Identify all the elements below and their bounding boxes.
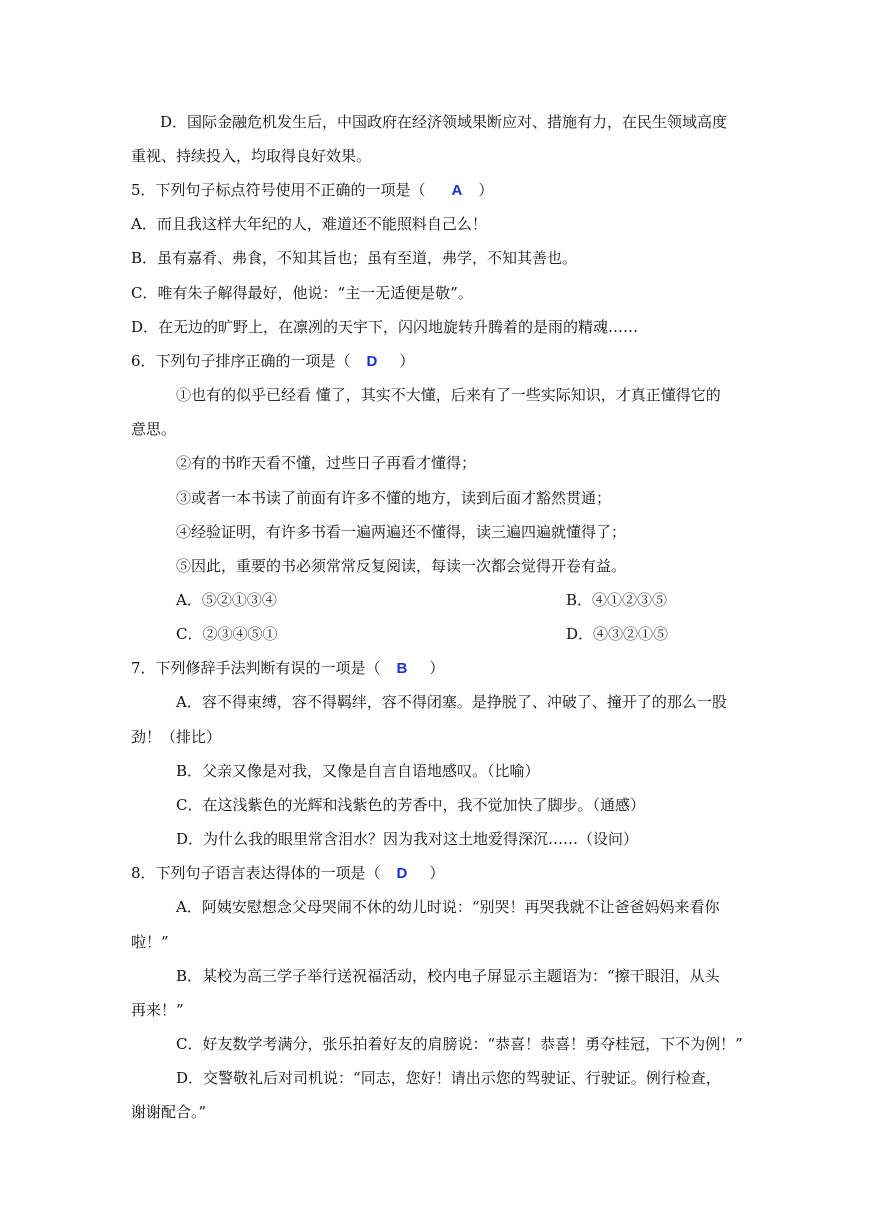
q6-sentence-5: ⑤因此，重要的书必须常常反复阅读，每读一次都会觉得开卷有益。 — [176, 557, 627, 575]
q4-option-d-line2: 重视、持续投入，均取得良好效果。 — [131, 147, 372, 165]
q8-stem-close: ） — [429, 864, 445, 882]
q5-stem-text: 5．下列句子标点符号使用不正确的一项是（ — [131, 181, 426, 199]
q5-option-b: B．虽有嘉肴、弗食，不知其旨也；虽有至道，弗学，不知其善也。 — [131, 249, 578, 267]
q8-option-c: C．好友数学考满分，张乐拍着好友的肩膀说：“恭喜！恭喜！勇夺桂冠，下不为例！” — [176, 1035, 743, 1053]
q6-option-b: B．④①②③⑤ — [566, 591, 668, 609]
q6-sentence-3: ③或者一本书读了前面有许多不懂的地方，读到后面才豁然贯通； — [176, 489, 612, 507]
q6-sentence-1-line2: 意思。 — [131, 420, 177, 438]
q7-option-b: B．父亲又像是对我，又像是自言自语地感叹。（比喻） — [176, 762, 540, 780]
q6-stem-text: 6．下列句子排序正确的一项是（ — [131, 352, 351, 370]
q6-answer: D — [366, 353, 378, 370]
q6-sentence-2: ②有的书昨天看不懂，过些日子再看才懂得； — [176, 454, 477, 472]
q8-option-d-line2: 谢谢配合。” — [131, 1103, 207, 1121]
q6-stem-close: ） — [399, 352, 415, 370]
q6-sentence-4: ④经验证明，有许多书看一遍两遍还不懂得，读三遍四遍就懂得了； — [176, 523, 627, 541]
q8-stem-text: 8．下列句子语言表达得体的一项是（ — [131, 864, 381, 882]
q5-option-d: D．在无边的旷野上，在凛冽的天宇下，闪闪地旋转升腾着的是雨的精魂…… — [131, 318, 639, 336]
q5-stem — [131, 180, 493, 201]
q7-stem — [131, 658, 444, 679]
q8-option-b-line2: 再来！” — [131, 1001, 184, 1019]
q6-option-a: A．⑤②①③④ — [176, 591, 277, 609]
q6-option-d: D．④③②①⑤ — [566, 625, 669, 643]
q6-option-c: C．②③④⑤① — [176, 625, 278, 643]
q5-option-c: C．唯有朱子解得最好，他说：“主一无适便是敬”。 — [131, 284, 473, 302]
q7-option-d: D．为什么我的眼里常含泪水？因为我对这土地爱得深沉……（设问） — [176, 830, 639, 848]
q7-answer: B — [396, 660, 408, 677]
q6-sentence-1-line1: ①也有的似乎已经看 懂了，其实不大懂，后来有了一些实际知识，才真正懂得它的 — [176, 386, 721, 404]
q7-stem-close: ） — [429, 659, 445, 677]
q8-option-d-line1: D．交警敬礼后对司机说：“同志，您好！请出示您的驾驶证、行驶证。例行检查， — [176, 1069, 721, 1087]
q5-option-a: A．而且我这样大年纪的人，难道还不能照料自己么！ — [131, 215, 487, 233]
q6-stem — [131, 351, 414, 372]
q7-option-a-line1: A．容不得束缚，容不得羁绊，容不得闭塞。是挣脱了、冲破了、撞开了的那么一股 — [176, 693, 727, 711]
q4-option-d-line1: D．国际金融危机发生后，中国政府在经济领域果断应对、措施有力，在民生领域高度 — [160, 113, 728, 131]
q8-answer: D — [396, 865, 408, 882]
q7-stem-text: 7．下列修辞手法判断有误的一项是（ — [131, 659, 381, 677]
q8-option-a-line2: 啦！” — [131, 933, 169, 951]
q7-option-c: C．在这浅紫色的光辉和浅紫色的芳香中，我不觉加快了脚步。（通感） — [176, 796, 645, 814]
q8-stem — [131, 863, 444, 884]
q8-option-b-line1: B．某校为高三学子举行送祝福活动，校内电子屏显示主题语为：“擦干眼泪，从头 — [176, 967, 720, 985]
q5-stem-close: ） — [478, 181, 494, 199]
q7-option-a-line2: 劲！（排比） — [131, 728, 222, 746]
q5-answer: A — [451, 182, 463, 199]
q8-option-a-line1: A．阿姨安慰想念父母哭闹不休的幼儿时说：“别哭！再哭我就不让爸爸妈妈来看你 — [176, 898, 720, 916]
